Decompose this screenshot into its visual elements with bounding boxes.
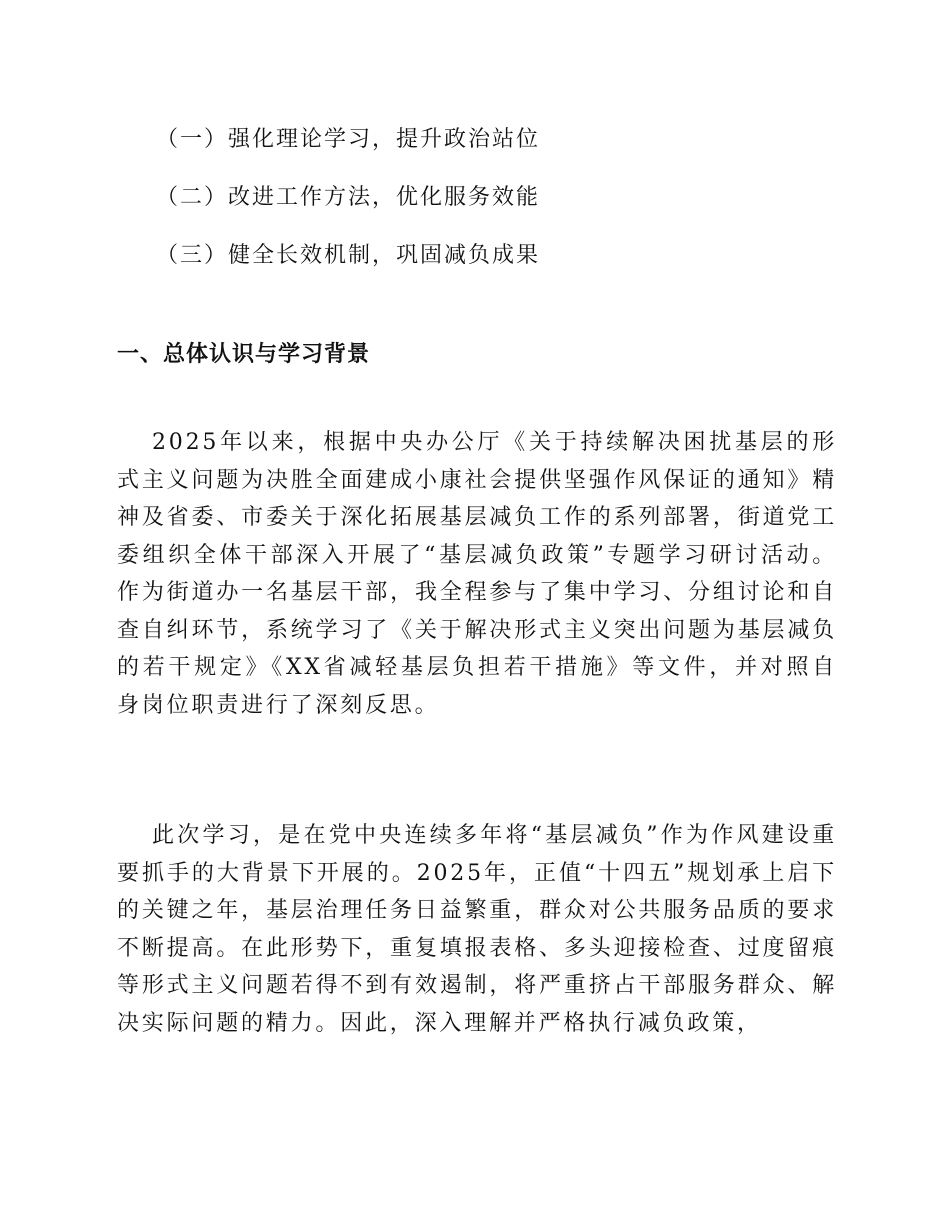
paragraph-1: 2025年以来，根据中央办公厅《关于持续解决困扰基层的形式主义问题为决胜全面建成小康社会提供坚强作风保证的通知》精神及省委、市委关于深化拓展基层减负工作的系列部署，街道党工委组织全体干部深入开展了“基层减负政策”专题学习研讨活动。作为街道办一名基层干部，我全程参与了集中学习、分组讨论和自查自纠环节，系统学习了《关于解决形式主义突出问题为基层减负的若干规定》《XX省减轻基层负担若干措施》等文件，并对照自身岗位职责进行了深刻反思。 bbox=[117, 430, 837, 718]
toc-item-3: （三）健全长效机制，巩固减负成果 bbox=[156, 243, 541, 268]
section-heading: 一、总体认识与学习背景 bbox=[117, 342, 371, 367]
paragraph-2: 此次学习，是在党中央连续多年将“基层减负”作为作风建设重要抓手的大背景下开展的。2025年，正值“十四五”规划承上启下的关键之年，基层治理任务日益繁重，群众对公共服务品质的要求不断提高。在此形势下，重复填报表格、多头迎接检查、过度留痕等形式主义问题若得不到有效遏制，将严重挤占干部服务群众、解决实际问题的精力。因此，深入理解并严格执行减负政策， bbox=[117, 823, 837, 1036]
toc-item-1: （一）强化理论学习，提升政治站位 bbox=[156, 127, 541, 152]
toc-item-2: （二）改进工作方法，优化服务效能 bbox=[156, 185, 541, 210]
